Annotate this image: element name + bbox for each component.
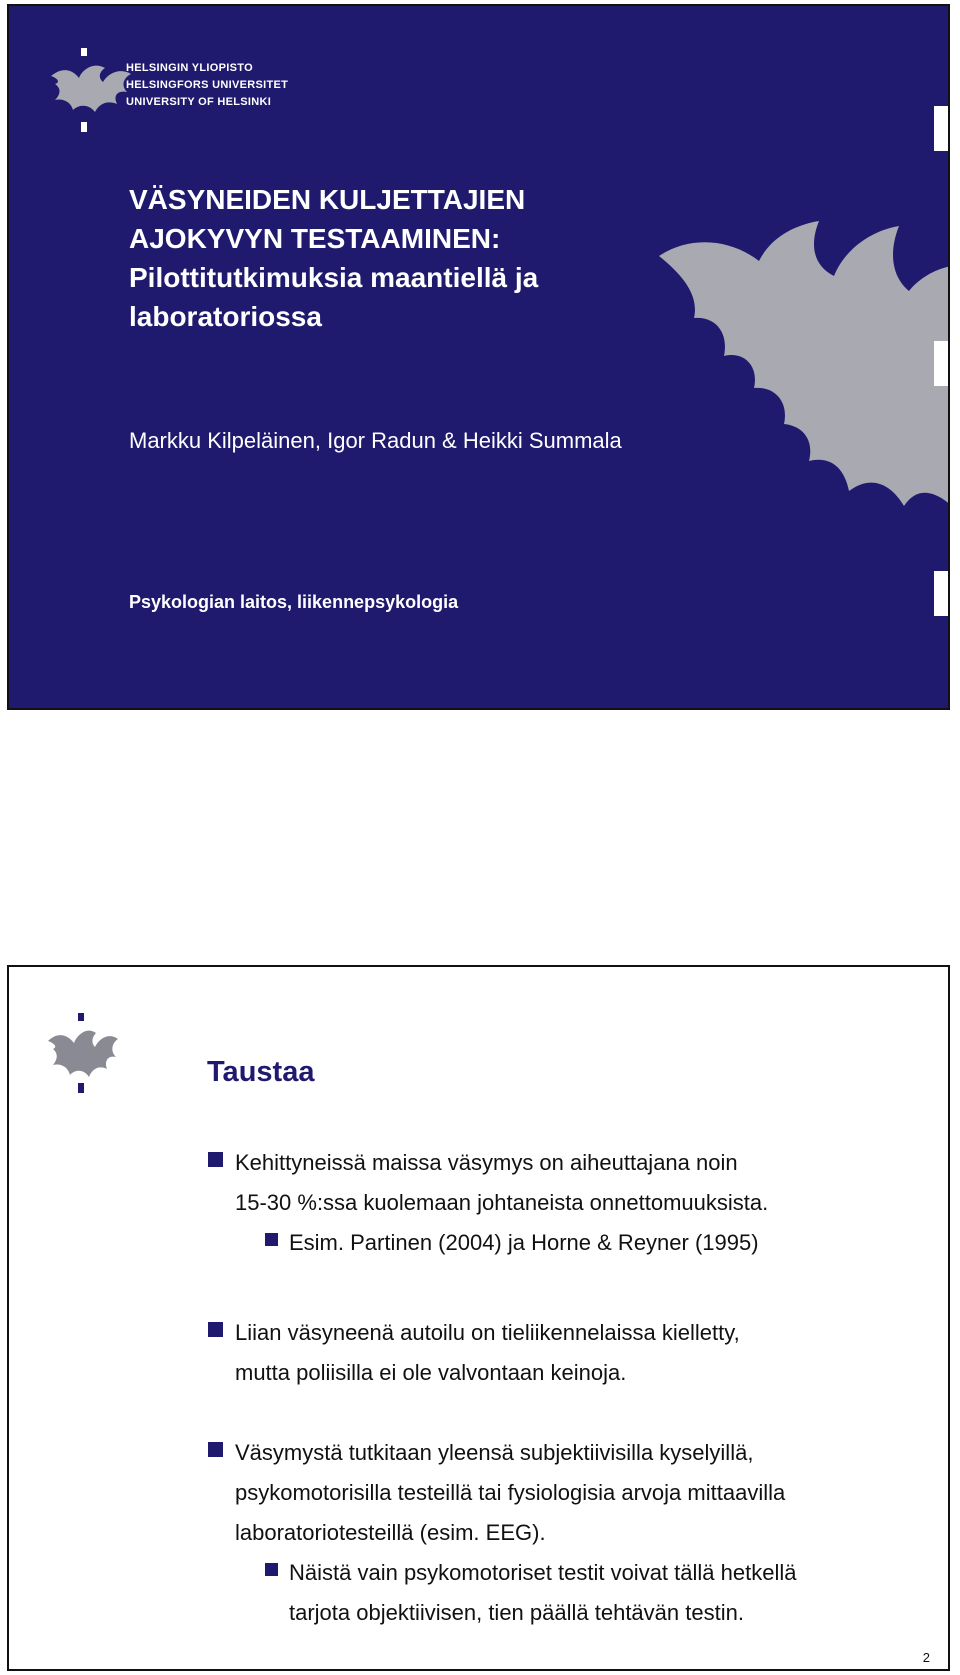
bullet-text: Esim. Partinen (2004) ja Horne & Reyner (1995) [289,1230,759,1255]
decorative-tab [934,341,950,386]
bullet-text: Näistä vain psykomotoriset testit voivat tällä hetkellä tarjota objektiivisen, tien päällä tehtävän testin. [289,1560,797,1625]
bullet-text: Liian väsyneenä autoilu on tieliikennelaissa kielletty, mutta poliisilla ei ole valvontaan keinoja. [235,1320,740,1385]
bullet-item [208,1143,768,1223]
presentation-title [129,180,809,336]
square-bullet-icon [208,1322,223,1337]
department: Psykologian laitos, liikennepsykologia [129,592,459,612]
decorative-tab [934,571,950,616]
university-name-sv: HELSINGFORS UNIVERSITET [126,79,289,91]
university-flame-logo-icon [42,1013,122,1093]
square-bullet-icon [265,1233,278,1246]
university-flame-logo-icon [43,48,138,133]
title-line: AJOKYVYN TESTAAMINEN: [129,223,501,254]
title-line: VÄSYNEIDEN KULJETTAJIEN [129,184,526,215]
square-bullet-icon [265,1563,278,1576]
content-slide [7,965,950,1671]
bullet-item [208,1433,785,1553]
bullet-item [208,1313,740,1393]
sub-bullet-item [265,1553,796,1633]
university-name-en: UNIVERSITY OF HELSINKI [126,96,272,108]
decorative-tab [934,106,950,151]
authors: Markku Kilpeläinen, Igor Radun & Heikki Summala [129,428,622,453]
university-name-fi: HELSINGIN YLIOPISTO [126,62,253,74]
square-bullet-icon [208,1442,223,1457]
bullet-text: Väsymystä tutkitaan yleensä subjektiivisilla kyselyillä, psykomotorisilla testeillä tai fysiologisia arvoja mittaavilla laboratoriotesteillä (esim. EEG). [235,1440,786,1545]
square-bullet-icon [208,1152,223,1167]
title-line: laboratoriossa [129,301,322,332]
title-slide [7,4,950,710]
bullet-text: Kehittyneissä maissa väsymys on aiheuttajana noin 15-30 %:ssa kuolemaan johtaneista onnettomuuksista. [235,1150,769,1215]
sub-bullet-item [265,1223,759,1263]
page-number: 2 [922,1650,930,1665]
slide-heading: Taustaa [207,1056,315,1088]
title-line: Pilottitutkimuksia maantiellä ja [129,262,539,293]
university-names [126,60,288,111]
